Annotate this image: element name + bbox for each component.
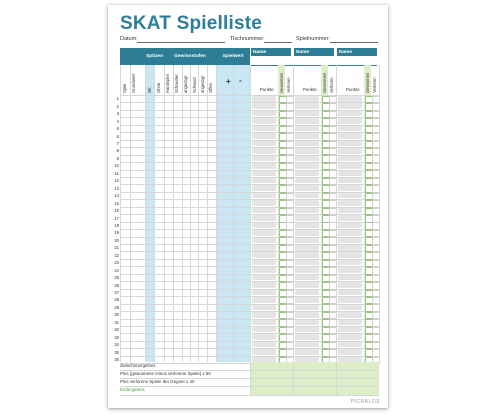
datum-line[interactable] [137,42,225,43]
punkte-cell[interactable] [295,208,319,214]
punkte-cell[interactable] [252,133,276,139]
punkte-cell[interactable] [338,163,362,169]
punkte-cell[interactable] [252,163,276,169]
col-handspiel: Handspiel [165,74,170,93]
punkte-cell[interactable] [295,200,319,206]
column-divider [145,65,146,362]
footer-vline-2 [293,362,294,395]
footer-vline-3 [336,362,337,395]
row-number: 20 [114,237,119,243]
punkte-cell[interactable] [295,260,319,266]
punkte-cell[interactable] [338,312,362,318]
column-divider [379,65,380,362]
footer-zwischen: Zwischenergebnis [120,363,156,368]
footer-plus50: Plus (gewonnene minus verlorene Spiele) x 50 [120,371,211,376]
group-gewinnstufen: Gewinnstufen [164,48,216,65]
punkte-cell[interactable] [252,245,276,251]
punkte-cell[interactable] [252,200,276,206]
punkte-cell[interactable] [252,185,276,191]
punkte-cell[interactable] [338,215,362,221]
punkte-cell[interactable] [252,252,276,258]
punkte-cell[interactable] [295,349,319,355]
col-schwarz: Schwarz [192,76,197,93]
minus-sign: - [239,76,242,85]
player-3-name[interactable]: Name [337,48,377,56]
punkte-cell[interactable] [295,320,319,326]
punkte-cell[interactable] [252,208,276,214]
punkte-cell[interactable] [295,334,319,340]
col-schneider: Schneider [174,74,179,93]
punkte-cell[interactable] [338,126,362,132]
punkte-cell[interactable] [295,312,319,318]
punkte-cell[interactable] [338,275,362,281]
punkte-cell[interactable] [252,223,276,229]
row-number: 1 [116,96,119,102]
row-number: 3 [116,111,119,117]
row-number: 22 [114,252,119,258]
punkte-cell[interactable] [338,133,362,139]
punkte-cell[interactable] [295,342,319,348]
footer-plus40: Plus verlorene Spiele der Gegner x 40 [120,379,195,384]
punkte-cell[interactable] [252,148,276,154]
punkte-cell[interactable] [338,193,362,199]
row-number: 8 [116,148,119,154]
punkte-cell[interactable] [338,200,362,206]
punkte-cell[interactable] [338,305,362,311]
row-number: 21 [114,245,119,251]
punkte-cell[interactable] [338,320,362,326]
punkte-cell[interactable] [295,223,319,229]
punkte-cell[interactable] [295,282,319,288]
punkte-cell[interactable] [252,215,276,221]
punkte-cell[interactable] [252,238,276,244]
row-number: 6 [116,133,119,139]
punkte-cell[interactable] [338,223,362,229]
punkte-cell[interactable] [295,215,319,221]
punkte-cell[interactable] [295,148,319,154]
punkte-cell[interactable] [252,312,276,318]
punkte-cell[interactable] [295,290,319,296]
punkte-cell[interactable] [252,275,276,281]
punkte-cell[interactable] [295,267,319,273]
p1-punkte-label: Punkte [260,87,274,92]
row-number: 5 [116,126,119,132]
punkte-cell[interactable] [252,342,276,348]
punkte-cell[interactable] [252,260,276,266]
row-number: 17 [114,215,119,221]
datum-label: Datum: [120,36,138,42]
punkte-cell[interactable] [252,320,276,326]
punkte-cell[interactable] [295,230,319,236]
row-number: 32 [114,327,119,333]
tisch-label: Tischnummer: [230,36,265,42]
punkte-cell[interactable] [338,245,362,251]
punkte-cell[interactable] [252,171,276,177]
column-divider [293,65,294,362]
punkte-cell[interactable] [295,252,319,258]
row-number: 16 [114,208,119,214]
col-offen: Offen [208,82,213,93]
column-divider [173,65,174,362]
col-mit: Mit [147,87,152,93]
footer-vline-1 [250,362,251,395]
row-number: 13 [114,185,119,191]
punkte-cell[interactable] [338,230,362,236]
punkte-cell[interactable] [295,327,319,333]
column-divider [154,65,155,362]
row-number: 4 [116,118,119,124]
column-divider [216,65,217,362]
row-number: 18 [114,222,119,228]
punkte-cell[interactable] [252,111,276,117]
punkte-cell[interactable] [338,297,362,303]
sheet-title: SKAT Spielliste [120,13,263,34]
punkte-cell[interactable] [338,148,362,154]
col-spiel: Spiel [122,83,127,93]
punkte-cell[interactable] [295,193,319,199]
column-divider [120,65,121,362]
row-number: 19 [114,230,119,236]
row-number: 31 [114,319,119,325]
spiel-line[interactable] [330,42,378,43]
row-number: 34 [114,342,119,348]
row-number: 23 [114,260,119,266]
punkte-cell[interactable] [338,178,362,184]
group-spielwert: Spielwert [216,48,250,65]
punkte-cell[interactable] [338,103,362,109]
header-blank-left [120,48,145,65]
punkte-cell[interactable] [295,133,319,139]
punkte-cell[interactable] [338,156,362,162]
punkte-cell[interactable] [338,141,362,147]
punkte-cell[interactable] [252,230,276,236]
punkte-cell[interactable] [252,118,276,124]
p3-verloren-label: Verloren [372,77,377,93]
punkte-cell[interactable] [295,238,319,244]
row-number: 27 [114,290,119,295]
column-divider [207,65,208,362]
tisch-line[interactable] [264,42,292,43]
punkte-cell[interactable] [252,305,276,311]
punkte-cell[interactable] [252,178,276,184]
row-number: 26 [114,282,119,288]
row-number: 9 [116,155,119,161]
p2-verloren-label: Verloren [329,77,334,93]
brand-logo: PICRALOS [350,399,380,405]
punkte-cell[interactable] [252,96,276,102]
punkte-cell[interactable] [252,290,276,296]
punkte-cell[interactable] [252,327,276,333]
punkte-cell[interactable] [295,141,319,147]
punkte-cell[interactable] [338,238,362,244]
row-number: 29 [114,304,119,310]
player-1-name[interactable]: Name [251,48,291,56]
punkte-cell[interactable] [295,305,319,311]
column-divider [336,65,337,362]
col-ohne: Ohne [156,82,161,93]
col-schneider-angesagt: angesagt [183,75,188,93]
punkte-cell[interactable] [338,267,362,273]
punkte-cell[interactable] [295,245,319,251]
punkte-cell[interactable] [338,334,362,340]
column-divider [250,65,251,362]
footer-end: Endergebnis [120,387,145,392]
plus-sign: + [226,77,231,86]
punkte-cell[interactable] [338,252,362,258]
punkte-cell[interactable] [338,96,362,102]
footer-totals-shade [250,362,379,396]
punkte-cell[interactable] [338,342,362,348]
punkte-cell[interactable] [295,185,319,191]
player-2-name[interactable]: Name [294,48,334,56]
player-name-underline [251,56,377,66]
spiel-label: Spielnummer: [296,36,330,42]
punkte-cell[interactable] [338,118,362,124]
punkte-cell[interactable] [252,334,276,340]
punkte-cell[interactable] [338,327,362,333]
column-divider [130,65,131,362]
column-divider [182,65,183,362]
column-divider [233,65,234,362]
row-number: 10 [114,163,119,169]
punkte-cell[interactable] [295,126,319,132]
row-number: 36 [114,357,119,363]
header-bottom-line [120,95,379,96]
punkte-cell[interactable] [338,171,362,177]
score-sheet [108,5,388,408]
p2-punkte-label: Punkte [303,87,317,92]
p1-verloren-label: Verloren [286,77,291,93]
punkte-cell[interactable] [295,111,319,117]
punkte-cell[interactable] [338,111,362,117]
punkte-cell[interactable] [295,297,319,303]
punkte-cell[interactable] [295,118,319,124]
row-number: 15 [114,200,119,206]
row-number: 12 [114,178,119,184]
punkte-cell[interactable] [295,275,319,281]
column-divider [198,65,199,362]
punkte-cell[interactable] [338,185,362,191]
punkte-cell[interactable] [252,267,276,273]
row-number: 11 [114,170,119,176]
punkte-cell[interactable] [252,349,276,355]
row-number: 28 [114,297,119,303]
punkte-cell[interactable] [338,282,362,288]
punkte-cell[interactable] [252,193,276,199]
footer-divider-4 [120,395,379,396]
row-number: 35 [114,349,119,355]
punkte-cell[interactable] [338,349,362,355]
column-divider [164,65,165,362]
punkte-cell[interactable] [295,103,319,109]
p1-gewonnen-label: Gewonnen [279,72,284,93]
row-number: 14 [114,193,119,199]
col-schwarz-angesagt: angesagt [200,75,205,93]
punkte-cell[interactable] [252,282,276,288]
row-number: 25 [114,275,119,281]
punkte-cell[interactable] [295,171,319,177]
column-divider [190,65,191,362]
punkte-cell[interactable] [338,260,362,266]
row-number: 7 [116,141,119,146]
punkte-cell[interactable] [295,156,319,162]
punkte-cell[interactable] [252,103,276,109]
row-number: 30 [114,312,119,318]
punkte-cell[interactable] [338,208,362,214]
punkte-cell[interactable] [295,163,319,169]
punkte-cell[interactable] [252,141,276,147]
row-number: 2 [116,103,119,109]
group-spitzen: Spitzen [145,48,164,65]
punkte-cell[interactable] [252,126,276,132]
col-grundwert: Grundwert [131,73,136,93]
p3-gewonnen-label: Gewonnen [365,72,370,93]
row-number: 24 [114,267,119,273]
punkte-cell[interactable] [338,290,362,296]
punkte-cell[interactable] [252,297,276,303]
punkte-cell[interactable] [295,96,319,102]
p2-gewonnen-label: Gewonnen [322,72,327,93]
punkte-cell[interactable] [295,178,319,184]
row-number: 33 [114,334,119,340]
punkte-cell[interactable] [252,156,276,162]
p3-punkte-label: Punkte [346,87,360,92]
